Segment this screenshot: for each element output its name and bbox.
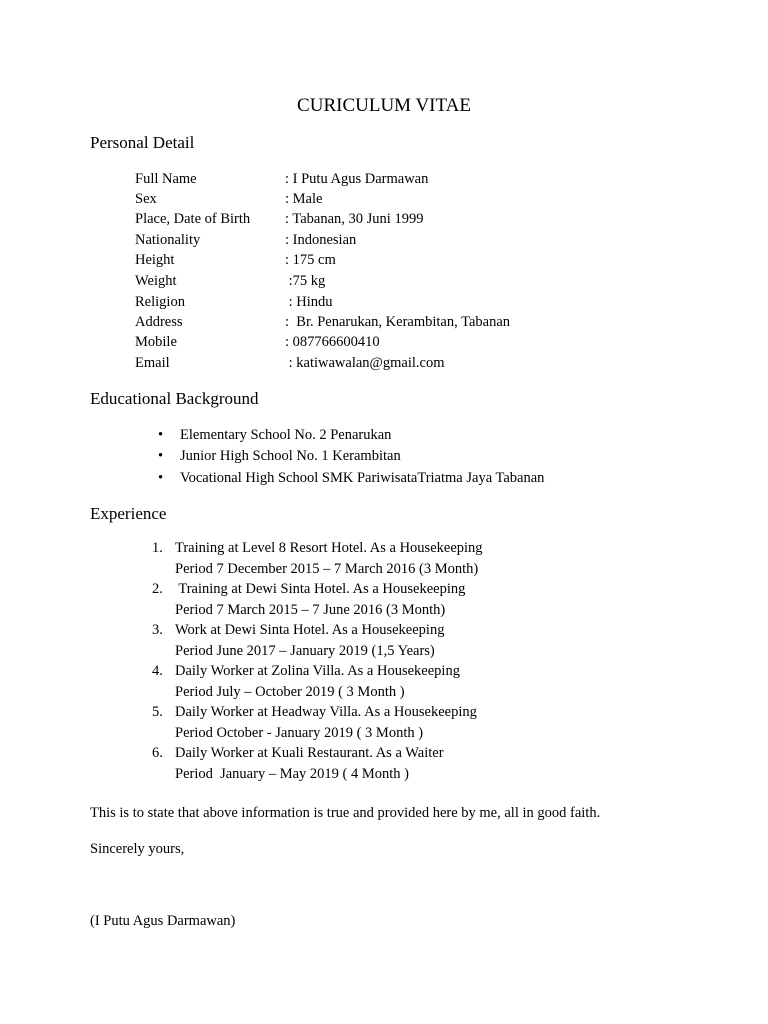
detail-label: Address [135,314,183,330]
detail-row-email [135,353,695,373]
experience-item-number: 6. [152,745,163,761]
experience-item-number: 2. [152,581,163,597]
detail-value: : Tabanan, 30 Juni 1999 [285,211,424,227]
experience-item-number: 1. [152,540,163,556]
detail-row-nationality [135,230,695,250]
detail-value: : 087766600410 [285,334,380,350]
detail-row-full-name [135,169,695,189]
education-item-text: Vocational High School SMK PariwisataTriatma Jaya Tabanan [180,470,545,486]
experience-item-period: Period October - January 2019 ( 3 Month ) [175,724,424,741]
detail-row-mobile [135,332,695,352]
detail-label: Sex [135,191,157,207]
bullet-icon: • [158,427,164,443]
detail-row-religion [135,292,695,312]
experience-item-number: 5. [152,704,163,720]
experience-item-period: Period January – May 2019 ( 4 Month ) [175,765,409,782]
detail-value: :75 kg [285,273,326,289]
detail-label: Mobile [135,334,177,350]
experience-heading: Experience [90,504,167,523]
detail-label: Weight [135,273,177,289]
detail-value: : Indonesian [285,232,357,248]
page-title: CURICULUM VITAE [297,95,471,116]
detail-label: Email [135,355,170,371]
experience-item-period: Period 7 December 2015 – 7 March 2016 (3 Month) [175,560,479,577]
experience-item-role: Daily Worker at Headway Villa. As a Housekeeping [175,704,477,720]
experience-item-role: Daily Worker at Zolina Villa. As a Housekeeping [175,663,460,679]
experience-item-role: Training at Level 8 Resort Hotel. As a Housekeeping [175,540,483,556]
detail-label: Nationality [135,232,201,248]
experience-item-number: 4. [152,663,163,679]
experience-item-role: Work at Dewi Sinta Hotel. As a Housekeeping [175,622,445,638]
detail-row-address [135,312,695,332]
closing-text: Sincerely yours, [90,841,185,857]
bullet-icon: • [158,448,164,464]
education-heading: Educational Background [90,389,259,408]
detail-label: Full Name [135,171,197,187]
statement-text: This is to state that above information is true and provided here by me, all in good faith. [90,805,601,821]
detail-value: : Hindu [285,294,333,310]
detail-label: Height [135,252,175,268]
detail-value: : Male [285,191,323,207]
education-item-text: Junior High School No. 1 Kerambitan [180,448,401,464]
experience-item-role: Training at Dewi Sinta Hotel. As a Housekeeping [175,581,466,597]
education-item-text: Elementary School No. 2 Penarukan [180,427,392,443]
detail-row-sex [135,189,695,209]
experience-item-role: Daily Worker at Kuali Restaurant. As a Waiter [175,745,444,761]
personal-detail-heading: Personal Detail [90,133,195,152]
detail-label: Religion [135,294,185,310]
detail-value: : 175 cm [285,252,336,268]
detail-row-height [135,250,695,270]
detail-value: : katiwawalan@gmail.com [285,355,445,371]
bullet-icon: • [158,470,164,486]
detail-row-weight [135,271,695,291]
signature-name: (I Putu Agus Darmawan) [90,913,236,929]
detail-value: : I Putu Agus Darmawan [285,171,429,187]
experience-item-number: 3. [152,622,163,638]
detail-label: Place, Date of Birth [135,211,251,227]
detail-row-place-date-of-birth [135,209,695,229]
experience-item-period: Period June 2017 – January 2019 (1,5 Years) [175,642,435,659]
experience-item-period: Period July – October 2019 ( 3 Month ) [175,683,405,700]
detail-value: : Br. Penarukan, Kerambitan, Tabanan [285,314,511,330]
experience-item-period: Period 7 March 2015 – 7 June 2016 (3 Month) [175,601,446,618]
